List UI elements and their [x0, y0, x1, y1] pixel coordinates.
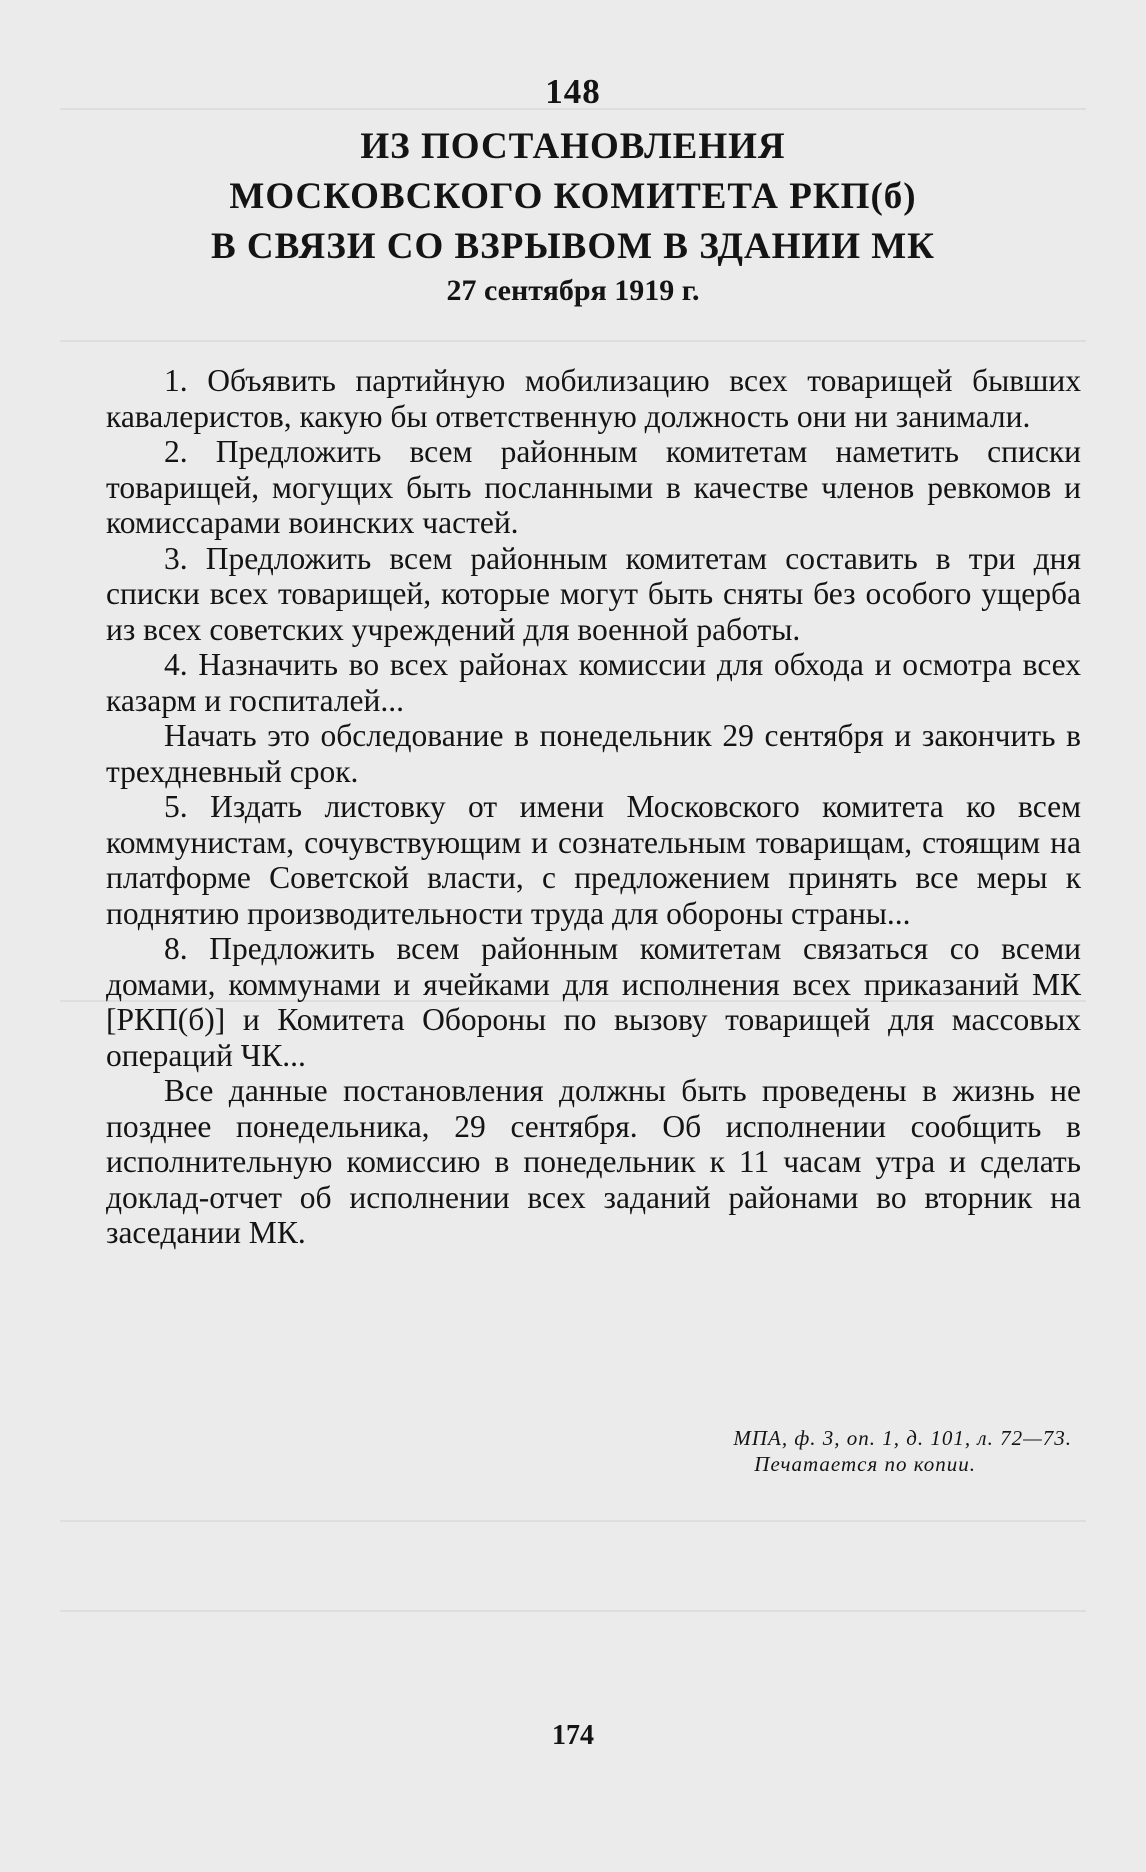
archival-source: [733, 1425, 1072, 1477]
document-title: [0, 122, 1146, 272]
title-line: МОСКОВСКОГО КОМИТЕТА РКП(б): [229, 176, 917, 217]
title-line: ИЗ ПОСТАНОВЛЕНИЯ: [360, 126, 786, 167]
paragraph: Все данные постановления должны быть проведены в жизнь не позднее понедельника, 29 сентября. Об исполнении сообщить в исполнительную комиссию в понедельник к 11 часам утра и сделать доклад-отчет об исполнении всех заданий районами во вторник на заседании МК.: [106, 1073, 1081, 1250]
bleed-through-line: [60, 1610, 1086, 1612]
paragraph: 2. Предложить всем районным комитетам наметить списки товарищей, могущих быть посланными в качестве членов ревкомов и комиссарами воинских частей.: [106, 434, 1081, 540]
source-note: Печатается по копии.: [754, 1452, 976, 1476]
paragraph: Начать это обследование в понедельник 29 сентября и закончить в трехдневный срок.: [106, 718, 1081, 789]
paragraph: 1. Объявить партийную мобилизацию всех товарищей бывших кавалеристов, какую бы ответственную должность они ни занимали.: [106, 363, 1081, 434]
document-date: 27 сентября 1919 г.: [446, 274, 700, 307]
bleed-through-line: [60, 340, 1086, 342]
page-number: 174: [552, 1720, 594, 1751]
paragraph: 8. Предложить всем районным комитетам связаться со всеми домами, коммунами и ячейками для исполнения всех приказаний МК [РКП(б)] и Комитета Обороны по вызову товарищей для массовых операций ЧК...: [106, 931, 1081, 1073]
paragraph: 3. Предложить всем районным комитетам составить в три дня списки всех товарищей, которые могут быть сняты без особого ущерба из всех советских учреждений для военной работы.: [106, 540, 1081, 647]
bleed-through-line: [60, 1520, 1086, 1522]
source-reference: МПА, ф. 3, оп. 1, д. 101, л. 72—73.: [733, 1426, 1072, 1450]
document-body: [106, 363, 1081, 1251]
document-number: 148: [545, 72, 601, 111]
title-line: В СВЯЗИ СО ВЗРЫВОМ В ЗДАНИИ МК: [210, 226, 935, 267]
paragraph: 5. Издать листовку от имени Московского комитета ко всем коммунистам, сочувствующим и сознательным товарищам, стоящим на платформе Советской власти, с предложением принять все меры к поднятию производительности труда для обороны страны...: [106, 789, 1081, 931]
paragraph: 4. Назначить во всех районах комиссии для обхода и осмотра всех казарм и госпиталей...: [106, 647, 1081, 718]
